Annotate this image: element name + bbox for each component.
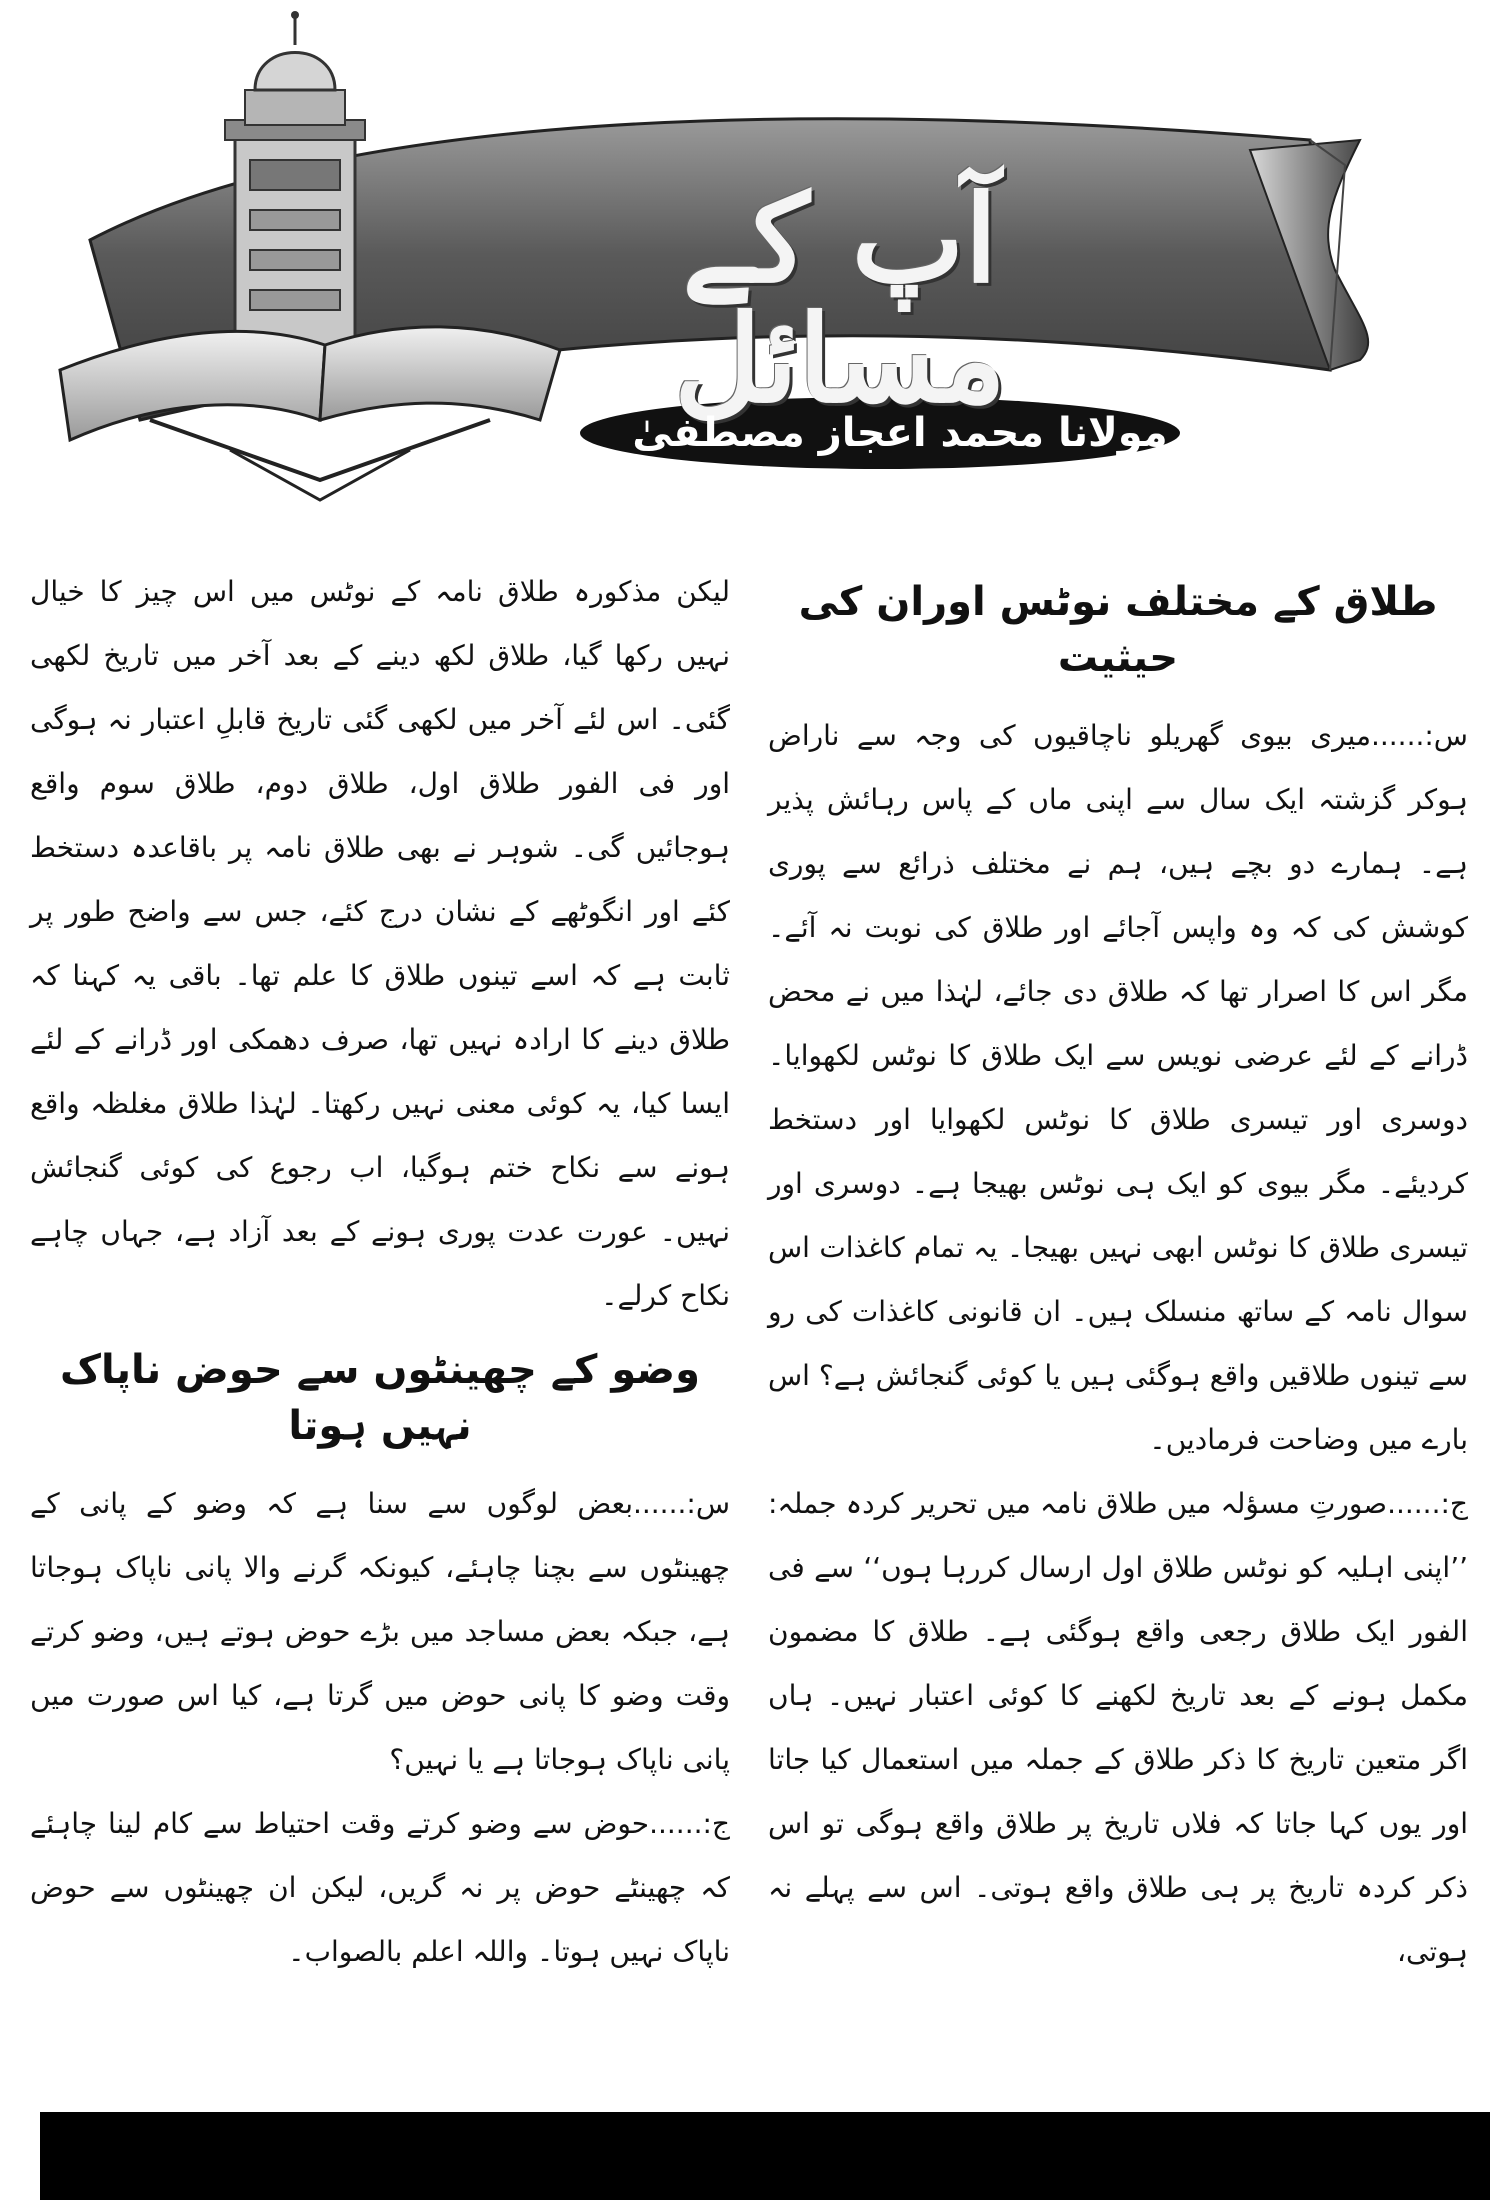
article1-answer-continued: لیکن مذکورہ طلاق نامہ کے نوٹس میں اس چیز کا خیال نہیں رکھا گیا، طلاق لکھ دینے کے بعد آخر میں تاریخ لکھی گئی۔ اس لئے آخر میں لکھی گئی تاریخ قابلِ اعتبار نہ ہوگی اور فی الفور طلاق اول، طلاق دوم، طلاق سوم واقع ہوجائیں گی۔ شوہر نے بھی طلاق نامہ پر باقاعدہ دستخط کئے اور انگوٹھے کے نشان درج کئے، جس سے واضح طور پر ثابت ہے کہ اسے تینوں طلاق کا علم تھا۔ باقی یہ کہنا کہ طلاق دینے کا ارادہ نہیں تھا، صرف دھمکی اور ڈرانے کے لئے ایسا کیا، یہ کوئی معنی نہیں رکھتا۔ لہٰذا طلاق مغلظہ واقع ہونے سے نکاح ختم ہوگیا، اب رجوع کی کوئی گنجائش نہیں۔ عورت عدت پوری ہونے کے بعد آزاد ہے، جہاں چاہے نکاح کرلے۔	[30, 575, 730, 1312]
column-left	[30, 560, 730, 1984]
masthead-title: آپ کے مسائل	[673, 169, 1007, 430]
open-book-illustration	[60, 327, 560, 500]
column-right	[768, 560, 1468, 1984]
masthead	[0, 0, 1500, 520]
article1-heading: طلاق کے مختلف نوٹس اوران کی حیثیت	[798, 579, 1438, 681]
minaret-illustration	[225, 11, 365, 380]
bottom-bar	[40, 2112, 1490, 2200]
article2-question: س:......بعض لوگوں سے سنا ہے کہ وضو کے پانی کے چھینٹوں سے بچنا چاہئے، کیونکہ گرنے والا پانی ناپاک ہوجاتا ہے، جبکہ بعض مساجد میں بڑے حوض ہوتے ہیں، وضو کرتے وقت وضو کا پانی حوض میں گرتا ہے، کیا اس صورت میں پانی ناپاک ہوجاتا ہے یا نہیں؟	[30, 1487, 730, 1776]
article1-answer: ج:......صورتِ مسؤلہ میں طلاق نامہ میں تحریر کردہ جملہ: ’’اپنی اہلیہ کو نوٹس طلاق اول ارسال کررہا ہوں‘‘ سے فی الفور ایک طلاق رجعی واقع ہوگئی ہے۔ طلاق کا مضمون مکمل ہونے کے بعد تاریخ لکھنے کا کوئی اعتبار نہیں۔ ہاں اگر متعین تاریخ کا ذکر طلاق کے جملہ میں استعمال کیا جاتا اور یوں کہا جاتا کہ فلاں تاریخ پر طلاق واقع ہوگی تو اس ذکر کردہ تاریخ پر ہی طلاق واقع ہوتی۔ اس سے پہلے نہ ہوتی،	[768, 1487, 1468, 1968]
article1-question: س:......میری بیوی گھریلو ناچاقیوں کی وجہ سے ناراض ہوکر گزشتہ ایک سال سے اپنی ماں کے پاس رہائش پذیر ہے۔ ہمارے دو بچے ہیں، ہم نے مختلف ذرائع سے پوری کوشش کی کہ وہ واپس آجائے اور طلاق کی نوبت نہ آئے۔ مگر اس کا اصرار تھا کہ طلاق دی جائے، لہٰذا میں نے محض ڈرانے کے لئے عرضی نویس سے ایک طلاق کا نوٹس لکھوایا۔ دوسری اور تیسری طلاق کا نوٹس لکھوایا اور دستخط کردیئے۔ مگر بیوی کو ایک ہی نوٹس بھیجا ہے۔ دوسری اور تیسری طلاق کا نوٹس ابھی نہیں بھیجا۔ یہ تمام کاغذات اس سوال نامہ کے ساتھ منسلک ہیں۔ ان قانونی کاغذات کی رو سے تینوں طلاقیں واقع ہوگئی ہیں یا کوئی گنجائش ہے؟ اس بارے میں وضاحت فرمادیں۔	[768, 719, 1468, 1456]
article2-heading: وضو کے چھینٹوں سے حوض ناپاک نہیں ہوتا	[60, 1347, 700, 1449]
author-name: مولانا محمد اعجاز مصطفیٰ	[632, 410, 1168, 456]
article2-answer: ج:......حوض سے وضو کرتے وقت احتیاط سے کام لینا چاہئے کہ چھینٹے حوض پر نہ گریں، لیکن ان چھینٹوں سے حوض ناپاک نہیں ہوتا۔ واللہ اعلم بالصواب۔	[30, 1807, 730, 1968]
